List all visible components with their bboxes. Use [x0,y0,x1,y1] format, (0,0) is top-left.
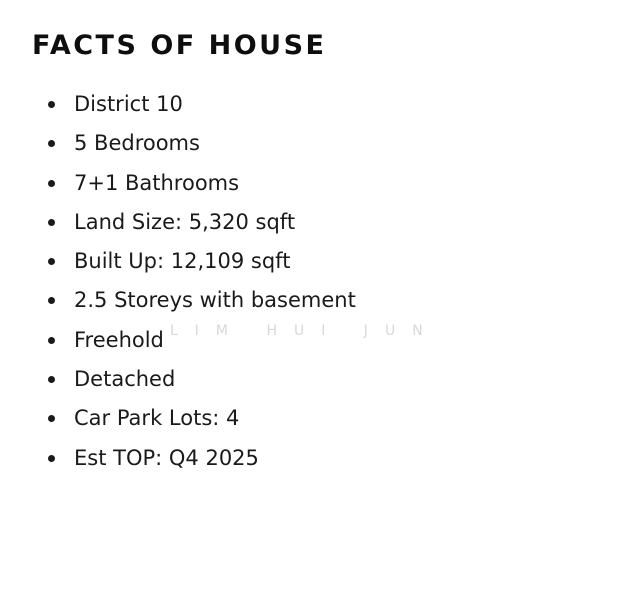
bullet-icon [48,180,55,187]
page-title: FACTS OF HOUSE [32,30,327,61]
bullet-icon [48,415,55,422]
bullet-icon [48,376,55,383]
bullet-icon [48,297,55,304]
bullet-icon [48,455,55,462]
fact-text: Est TOP: Q4 2025 [74,445,259,470]
bullet-icon [48,140,55,147]
fact-text: Land Size: 5,320 sqft [74,209,296,234]
fact-text: District 10 [74,92,183,116]
fact-text: 5 Bedrooms [74,131,200,156]
fact-text: 7+1 Bathrooms [74,170,240,195]
watermark: LIM HUI JUN [170,323,440,339]
fact-text: Detached [74,367,176,392]
bullet-icon [48,337,55,344]
bullet-icon [48,219,55,226]
bullet-icon [48,101,55,108]
fact-text: 2.5 Storeys with basement [74,288,356,313]
fact-text: Car Park Lots: 4 [74,406,240,431]
fact-text: Freehold [74,327,164,352]
fact-text: Built Up: 12,109 sqft [74,249,291,274]
bullet-icon [48,258,55,265]
